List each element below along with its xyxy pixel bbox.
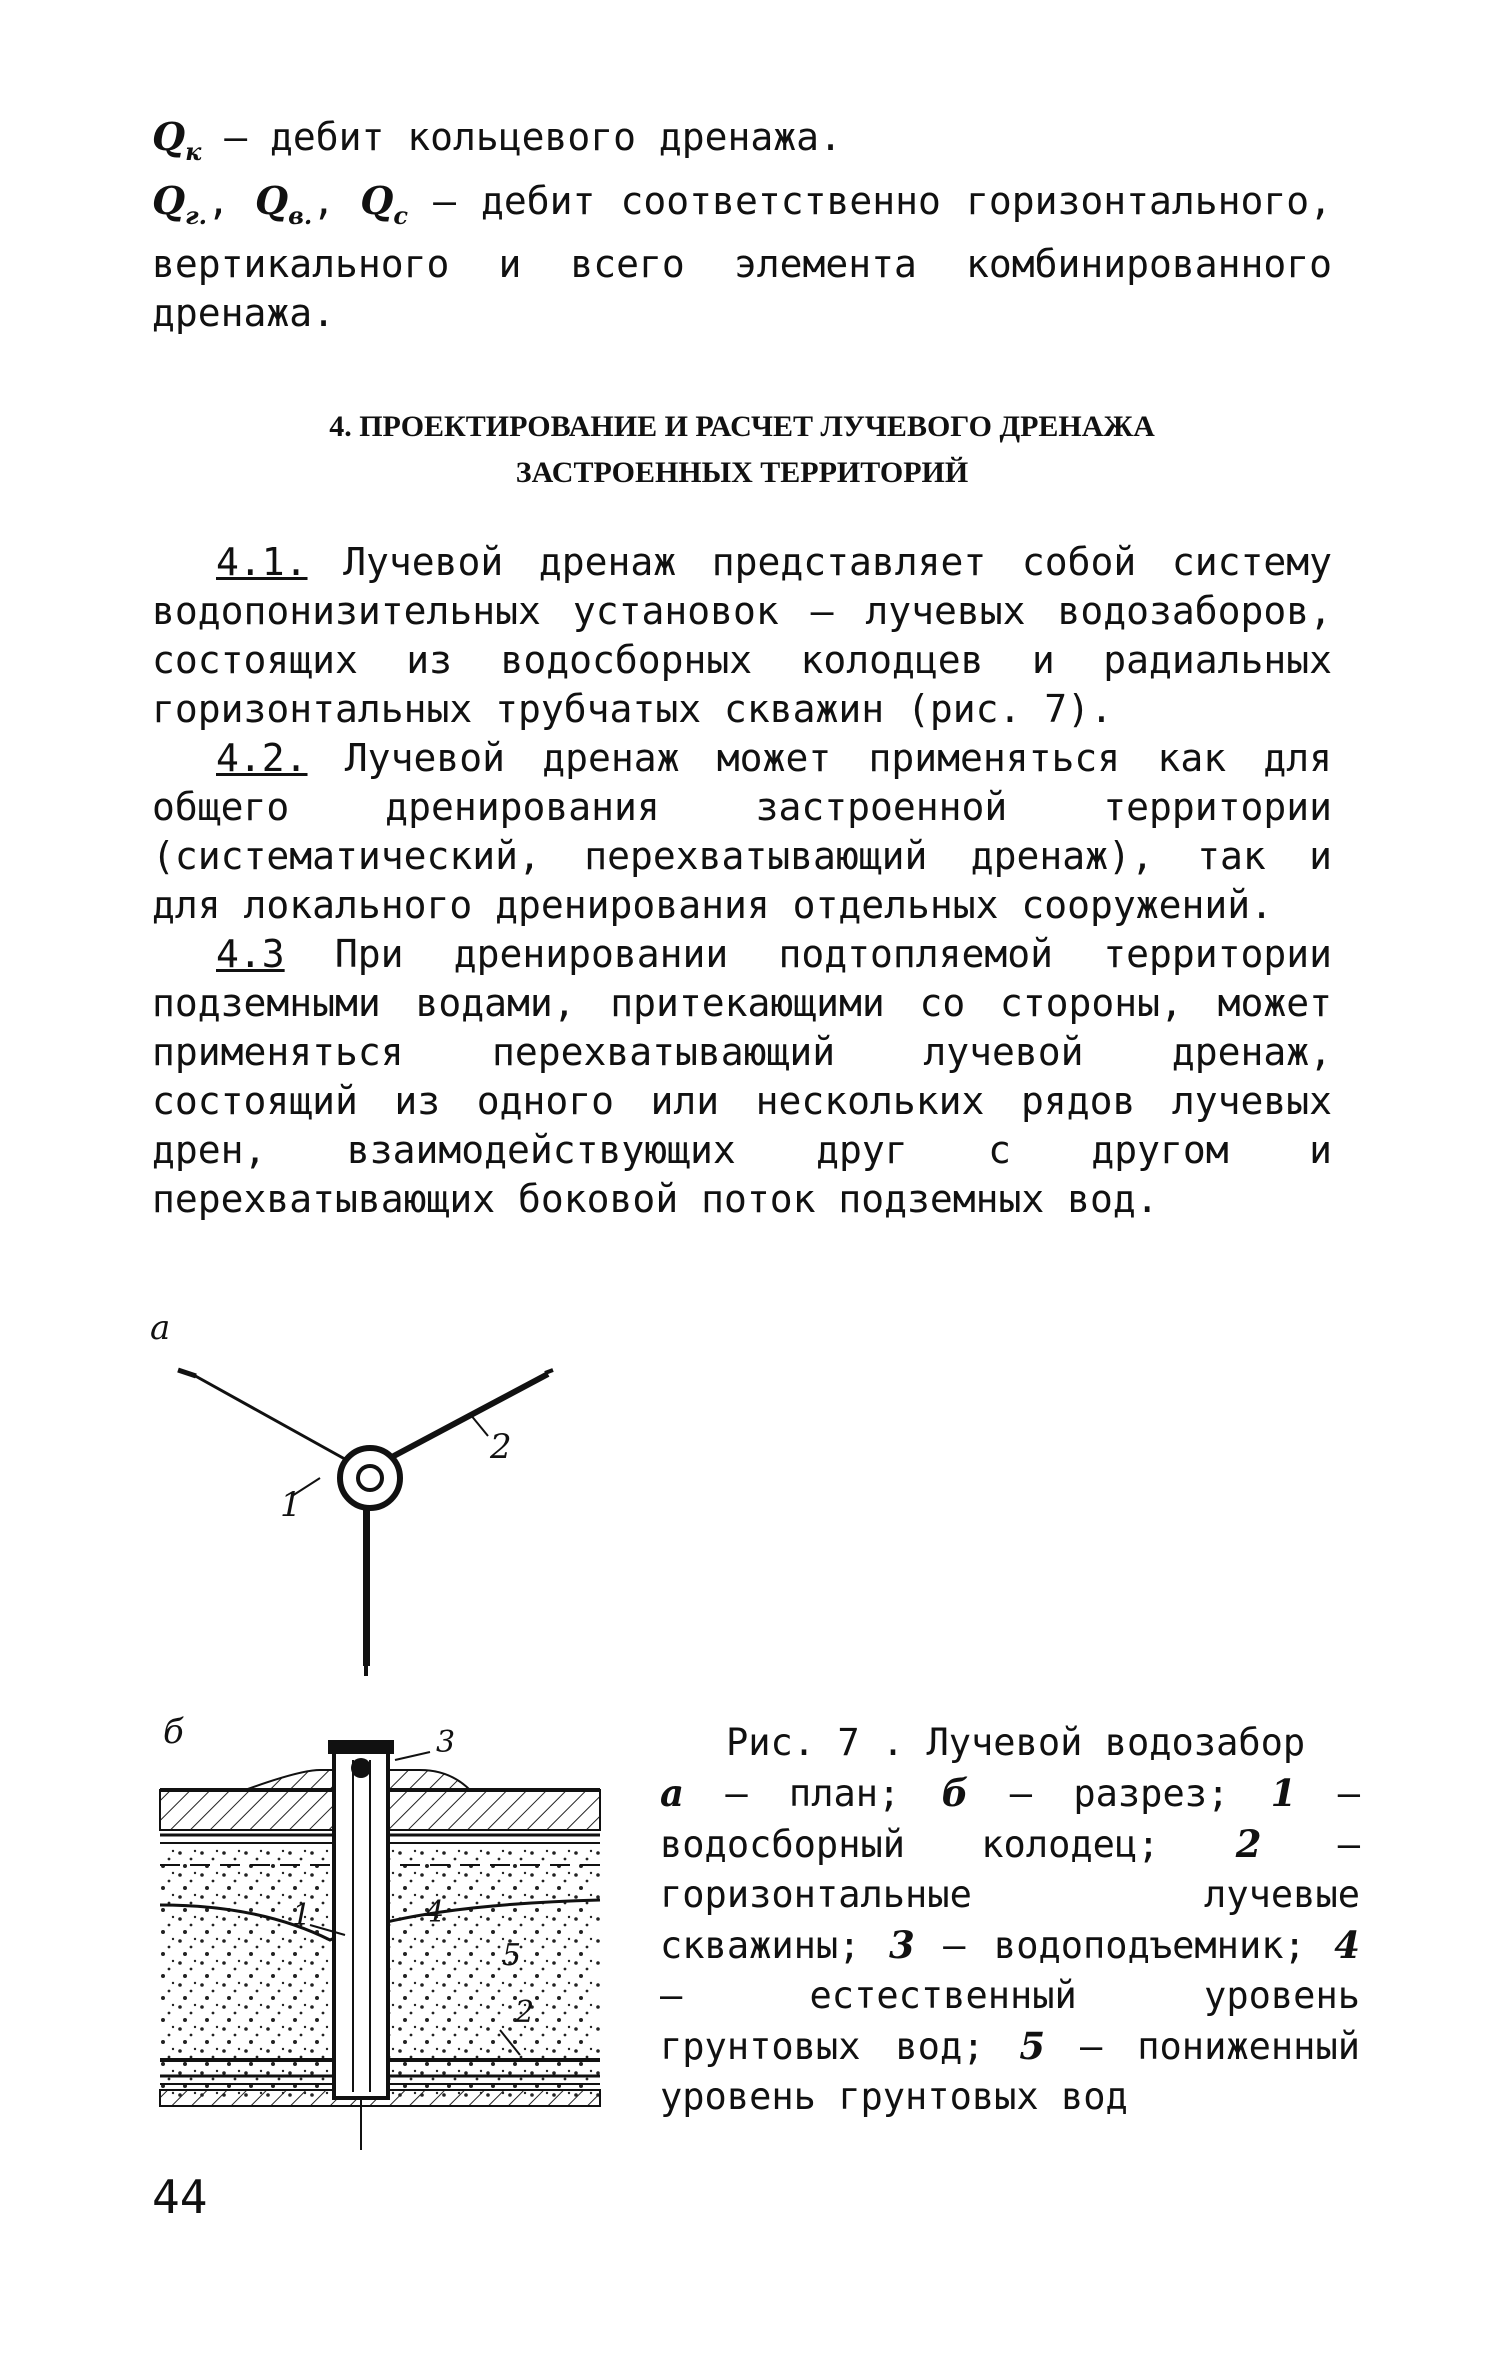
caption-text: – пониженный уровень грунтовых вод — [660, 2025, 1361, 2118]
caption-key: 4 — [1334, 1923, 1360, 1967]
clause-text: Лучевой дренаж может применяться как для общего дренирования застроенной территории (систематический, перехватывающий дренаж), так и для локального дренирования отдельных сооружений. — [152, 736, 1332, 927]
caption-text: – горизонтальные лучевые скважины; — [660, 1823, 1360, 1967]
caption-key: б — [941, 1771, 969, 1815]
water-lift — [351, 1758, 371, 1778]
section-view — [160, 1740, 600, 2150]
section-label-4: 4 — [425, 1895, 445, 1930]
caption-key: 2 — [1235, 1822, 1262, 1866]
figure-caption — [660, 1718, 1360, 2122]
clause-number: 4.3 — [216, 932, 285, 976]
definition-text: – дебит кольцевого дренажа. — [201, 115, 842, 159]
collector-well-section — [334, 1748, 388, 2098]
symbol-subscript: г. — [185, 201, 207, 230]
caption-text: – план; — [683, 1772, 942, 1815]
symbol-q: Q — [152, 114, 186, 159]
caption-text: – водоподъемник; — [914, 1924, 1335, 1967]
plan-label-1: 1 — [280, 1485, 302, 1525]
definition-qg-qv-qc: $Q_{г.}$, $Q_{в.}$, $Q_с$ – дебит соответственно горизонтального, вертикального и всего элемента комбинированного дренажа. — [152, 178, 1332, 335]
symbol-subscript: в. — [288, 201, 313, 230]
symbol-subscript: к — [185, 137, 202, 166]
radial-well-right — [390, 1374, 548, 1458]
radial-well-down — [363, 1500, 370, 1666]
section-label-1: 1 — [292, 1898, 312, 1933]
plan-view — [178, 1370, 553, 1676]
clause-text: При дренировании подтопляемой территории подземными водами, притекающими со стороны, может применяться перехватывающий лучевой дренаж, состоящий из одного или нескольких рядов лучевых дрен, взаимодействующих друг с другом и перехватывающих боковой поток подземных вод. — [152, 932, 1332, 1221]
symbol-subscript: с — [393, 201, 408, 230]
clause-text: Лучевой дренаж представляет собой систему водопонизительных установок – лучевых водозаборов, состоящих из водосборных колодцев и радиальных горизонтальных трубчатых скважин (рис. 7). — [152, 540, 1332, 731]
symbol-q: Q — [360, 178, 394, 223]
section-label-3: 3 — [436, 1725, 456, 1760]
clause-number: 4.2. — [216, 736, 308, 780]
figure-label-a: а — [150, 1308, 171, 1348]
clause-number: 4.1. — [216, 540, 308, 584]
caption-text: – естественный уровень грунтовых вод; — [660, 1974, 1360, 2068]
figure-label-b: б — [163, 1712, 184, 1752]
section-label-5: 5 — [502, 1938, 522, 1973]
section-label-2: 2 — [515, 1995, 535, 2030]
caption-text: – водосборный колодец; — [660, 1772, 1360, 1866]
page-number: 44 — [152, 2170, 208, 2224]
caption-title: Рис. 7 . Лучевой водозабор — [726, 1721, 1306, 1764]
radial-well-left — [190, 1373, 352, 1463]
leader-line-2 — [470, 1414, 488, 1436]
symbol-q: Q — [152, 178, 186, 223]
caption-key: 3 — [888, 1923, 915, 1967]
caption-text: – разрез; — [968, 1772, 1271, 1815]
heading-line-2: ЗАСТРОЕННЫХ ТЕРРИТОРИЙ — [515, 456, 969, 489]
plan-label-2: 2 — [490, 1427, 512, 1467]
caption-key: 5 — [1019, 2024, 1046, 2068]
caption-key: а — [660, 1771, 684, 1815]
symbol-q: Q — [254, 178, 289, 223]
definition-text: – дебит соответственно горизонтального, вертикального и всего элемента комбинированного дренажа. — [152, 179, 1332, 335]
heading-line-1: 4. ПРОЕКТИРОВАНИЕ И РАСЧЕТ ЛУЧЕВОГО ДРЕНАЖА — [329, 410, 1155, 443]
caption-key: 1 — [1270, 1771, 1297, 1815]
